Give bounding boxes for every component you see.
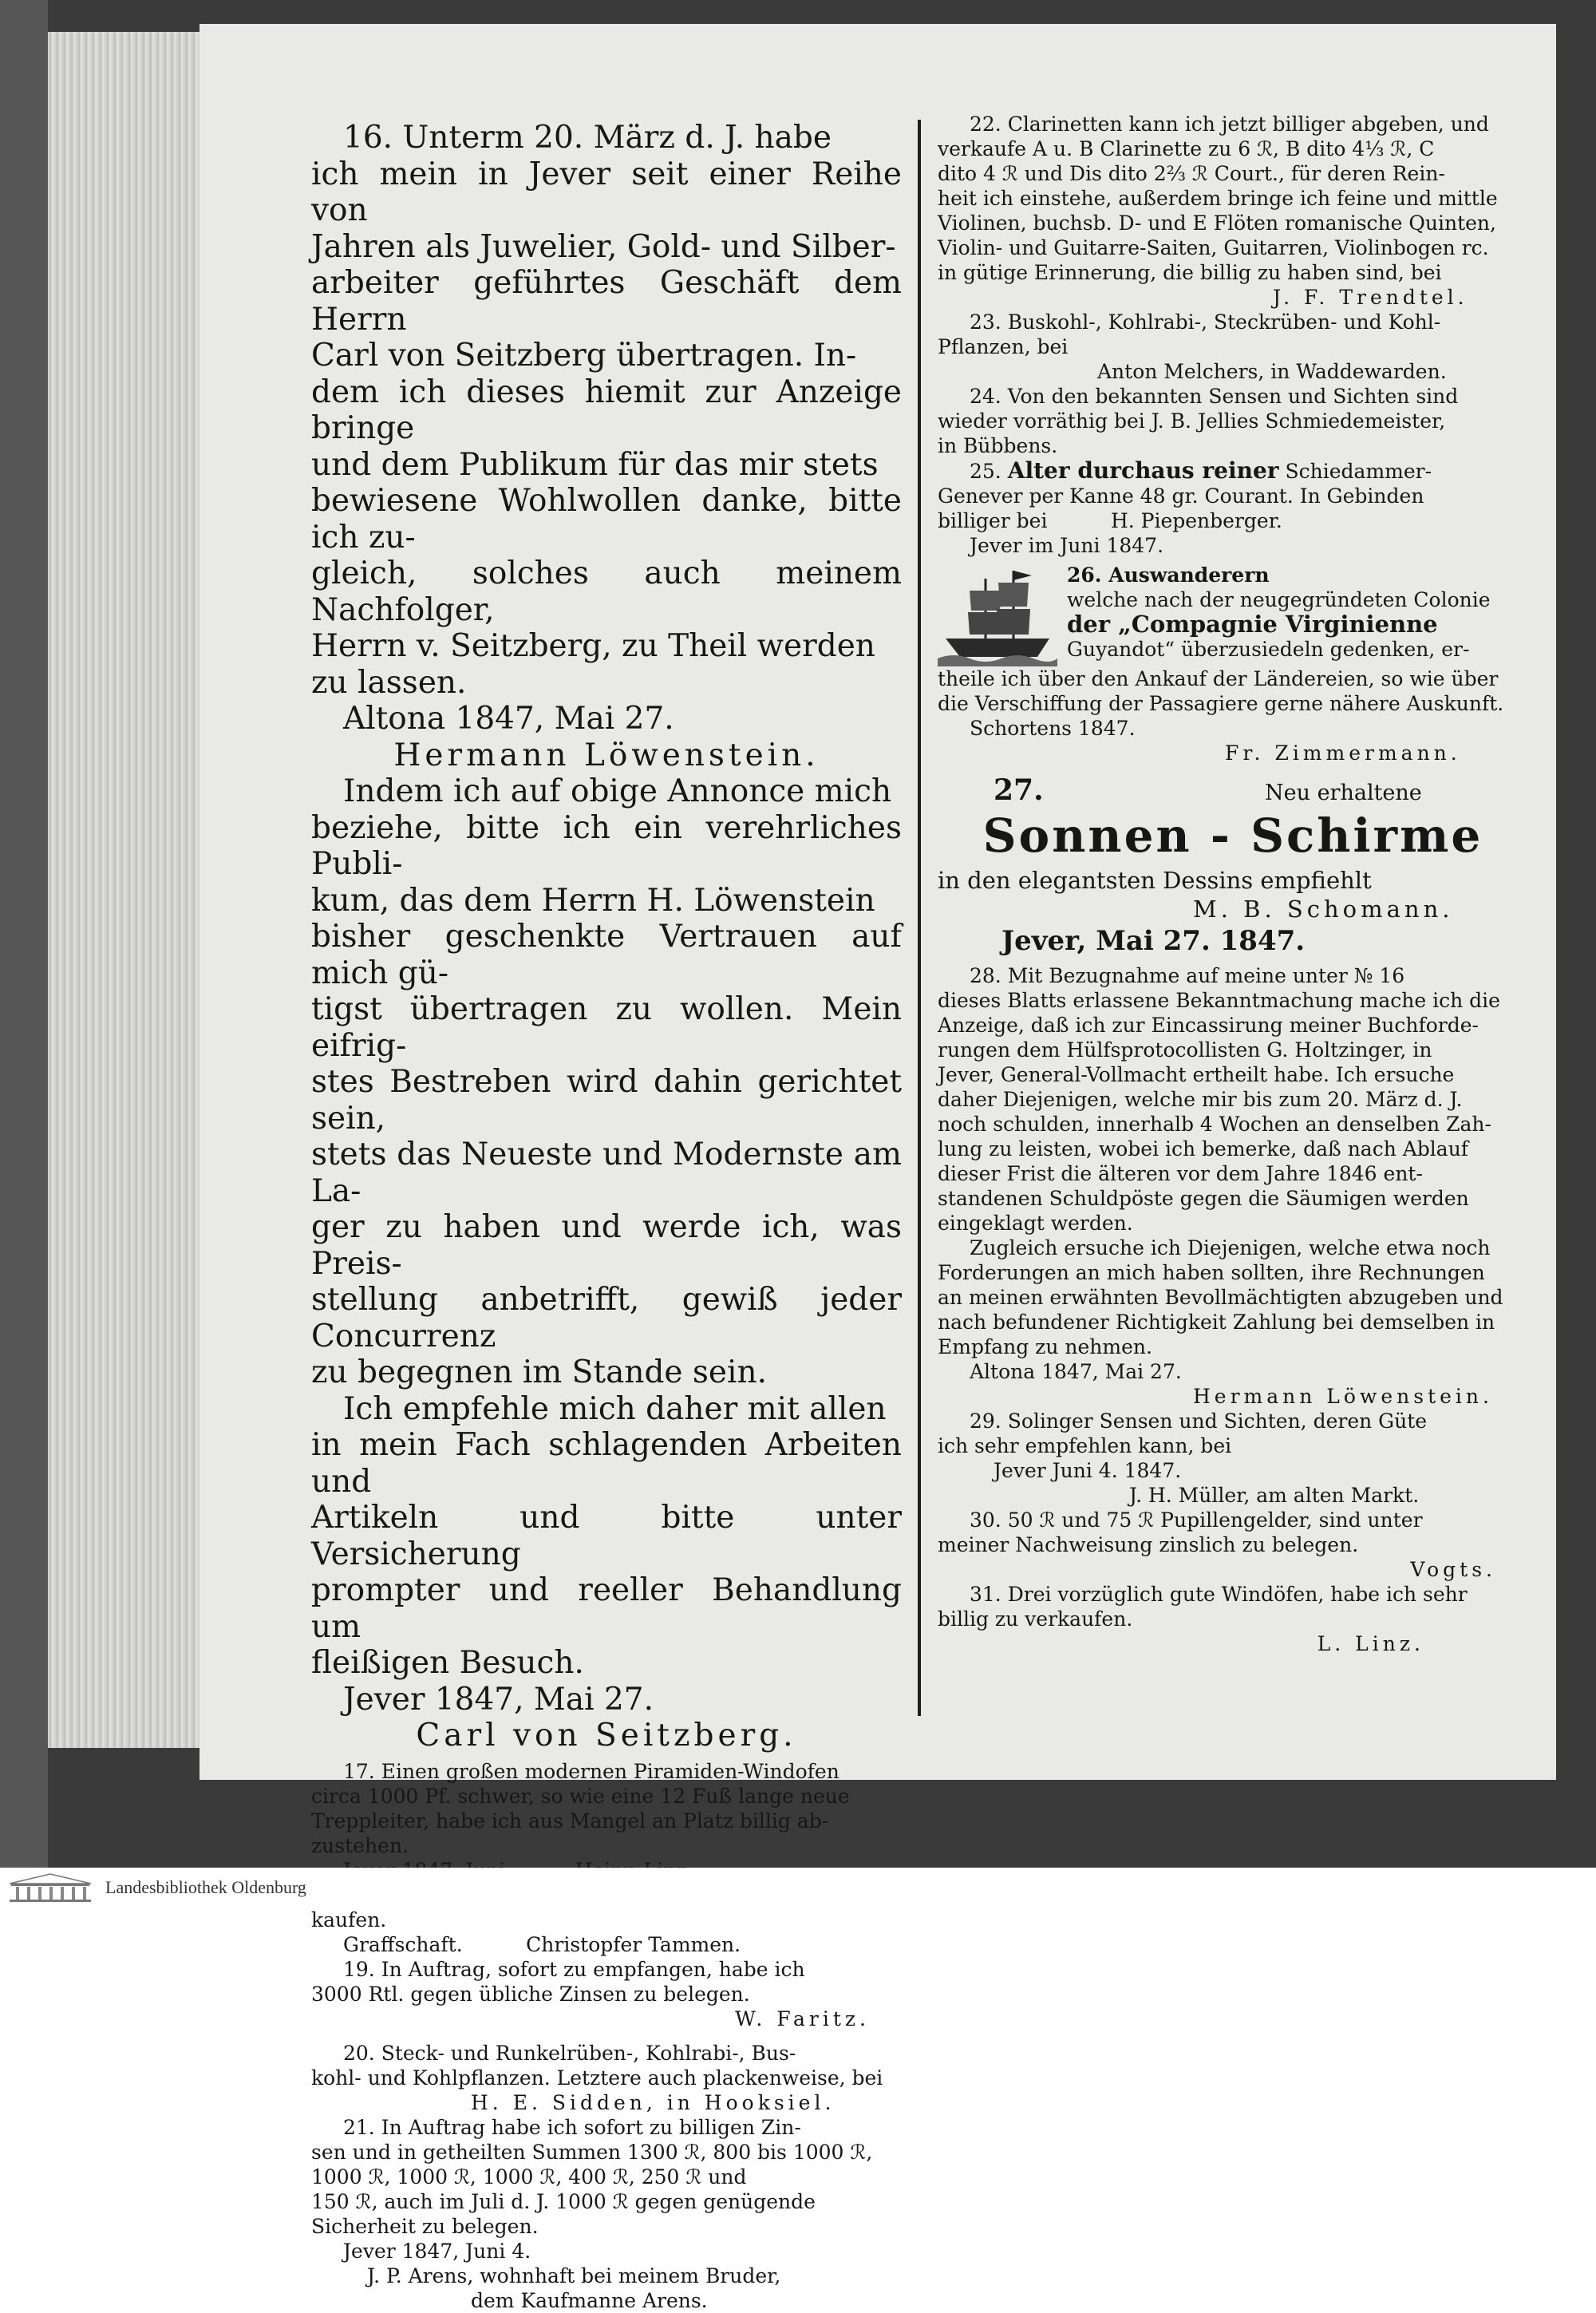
text-line: Herrn v. Seitzberg, zu Theil werden — [311, 628, 875, 664]
text-line: 23. Buskohl-, Kohlrabi-, Steckrüben- und Kohl- — [970, 310, 1441, 334]
place-date: Jever 1847, Juni 4. — [343, 2239, 531, 2263]
ad-23 — [938, 310, 1528, 384]
signature: Vogts. — [1410, 1558, 1496, 1581]
right-column — [938, 112, 1528, 1656]
text-line: tigst übertragen zu wollen. Mein eifrig- — [311, 991, 902, 1064]
text-line: 21. In Auftrag habe ich sofort zu billigen Zin- — [343, 2115, 801, 2139]
text-line: 29. Solinger Sensen und Sichten, deren Güte — [970, 1410, 1428, 1433]
signature: J. P. Arens, wohnhaft bei meinem Bruder, — [367, 2264, 781, 2287]
ad-19 — [311, 1957, 902, 2031]
text-line: 28. Mit Bezugnahme auf meine unter № 16 — [970, 964, 1405, 987]
place-date: Jever, Mai 27. 1847. — [1001, 925, 1306, 957]
text-line: 3000 Rtl. gegen übliche Zinsen zu belegen. — [311, 1982, 750, 2006]
text-line: 17. Einen großen modernen Piramiden-Windofen — [343, 1759, 839, 1783]
text-line: der „Compagnie Virginienne — [1067, 611, 1438, 638]
signature: W. Faritz. — [735, 2007, 870, 2030]
text-line: an meinen erwähnten Bevollmächtigten abzugeben und — [938, 1286, 1503, 1309]
text-line: kohl- und Kohlpflanzen. Letztere auch plackenweise, bei — [311, 2066, 883, 2090]
ad-21 — [311, 2115, 902, 2313]
text-line: zu lassen. — [311, 664, 467, 701]
book-cover — [0, 0, 48, 1868]
text-line: Treppleiter, habe ich aus Mangel an Platz billig ab- — [311, 1809, 829, 1833]
text-line: nach befundener Richtigkeit Zahlung bei demselben in — [938, 1311, 1495, 1334]
place-date: Altona 1847, Mai 27. — [970, 1360, 1182, 1383]
text-line: standenen Schuldpöste gegen die Säumigen werden — [938, 1187, 1469, 1210]
text-line: die Verschiffung der Passagiere gerne nähere Auskunft. — [938, 692, 1504, 715]
text-line: bewiesene Wohlwollen danke, bitte ich zu- — [311, 483, 902, 556]
text-line: bisher geschenkte Vertrauen auf mich gü- — [311, 919, 902, 991]
text-line: Schiedammer- — [1285, 460, 1432, 483]
ad-26 — [938, 563, 1528, 765]
ad-22 — [938, 112, 1528, 310]
signature: H. E. Sidden, in Hooksiel. — [471, 2090, 836, 2114]
text-line: in den elegantsten Dessins empfiehlt — [938, 867, 1372, 894]
ad-24 — [938, 384, 1528, 458]
text-line: stes Bestreben wird dahin gerichtet sein, — [311, 1064, 902, 1137]
text-line: Artikeln und bitte unter Versicherung — [311, 1500, 902, 1572]
text-line: meiner Nachweisung zinslich zu belegen. — [938, 1533, 1359, 1556]
place-date: Altona 1847, Mai 27. — [343, 701, 674, 737]
text-line: Jahren als Juwelier, Gold- und Silber- — [311, 228, 896, 265]
text-line: zu begegnen im Stande sein. — [311, 1354, 767, 1390]
text-line: kum, das dem Herrn H. Löwenstein — [311, 882, 875, 919]
text-line: Carl von Seitzberg übertragen. In- — [311, 338, 857, 374]
place-date: Jever Juni 4. 1847. — [994, 1459, 1182, 1482]
ad-27 — [938, 773, 1528, 959]
text-line: verkaufe A u. B Clarinette zu 6 ℛ, B dito 4⅓ ℛ, C — [938, 137, 1435, 160]
text-line: welche nach der neugegründeten Colonie — [1067, 588, 1491, 611]
text-line: Forderungen an mich haben sollten, ihre Rechnungen — [938, 1261, 1485, 1284]
text-line: Zugleich ersuche ich Diejenigen, welche etwa noch — [970, 1236, 1491, 1259]
ad-30 — [938, 1508, 1528, 1582]
ad-29 — [938, 1409, 1528, 1508]
text-line: sen und in getheilten Summen 1300 ℛ, 800 bis 1000 ℛ, — [311, 2140, 873, 2164]
library-building-icon — [6, 1872, 94, 1903]
signature: Hermann Löwenstein. — [1193, 1385, 1493, 1408]
ship-icon — [938, 563, 1057, 666]
text-line: Indem ich auf obige Annonce mich — [343, 773, 892, 809]
text-line: theile ich über den Ankauf der Ländereien, so wie über — [938, 667, 1499, 690]
signature: L. Linz. — [1317, 1632, 1424, 1655]
text-line: beziehe, bitte ich ein verehrliches Publi- — [311, 809, 902, 882]
text-line: kaufen. — [311, 1908, 387, 1931]
text-line: Violinen, buchsb. D- und E Flöten romanische Quinten, — [938, 212, 1496, 235]
text-line: daher Diejenigen, welche mir bis zum 20. März d. J. — [938, 1088, 1463, 1111]
text-line: in mein Fach schlagenden Arbeiten und — [311, 1427, 902, 1500]
text-line: rungen dem Hülfsprotocollisten G. Holtzinger, in — [938, 1038, 1432, 1062]
place-date: Jever im Juni 1847. — [970, 534, 1164, 557]
text-line: gleich, solches auch meinem Nachfolger, — [311, 556, 902, 628]
text-line: lung zu leisten, wobei ich bemerke, daß nach Ablauf — [938, 1137, 1469, 1160]
text-line: Sicherheit zu belegen. — [311, 2214, 539, 2238]
ad-16 — [311, 120, 902, 1754]
signature: Carl von Seitzberg. — [416, 1718, 797, 1754]
signature: J. H. Müller, am alten Markt. — [1129, 1484, 1420, 1507]
text-line: ger zu haben und werde ich, was Preis- — [311, 1209, 902, 1282]
text-line: in gütige Erinnerung, die billig zu haben sind, bei — [938, 261, 1442, 284]
text-line: zustehen. — [311, 1833, 409, 1857]
text-line: circa 1000 Pf. schwer, so wie eine 12 Fuß lange neue — [311, 1784, 850, 1808]
text-line: 30. 50 ℛ und 75 ℛ Pupillengelder, sind unter — [970, 1508, 1423, 1532]
signature: M. B. Schomann. — [1193, 896, 1454, 923]
ad-17 — [311, 1759, 902, 1883]
column-rule — [918, 120, 921, 1716]
text-line: heit ich einstehe, außerdem bringe ich feine und mittle — [938, 187, 1498, 210]
text-line: ich sehr empfehlen kann, bei — [938, 1434, 1232, 1457]
text-line: Guyandot“ überzusiedeln gedenken, er- — [1067, 638, 1470, 661]
bold-phrase: Alter durchaus reiner — [1007, 457, 1279, 484]
ad-25 — [938, 458, 1528, 558]
text-line: 31. Drei vorzüglich gute Windöfen, habe ich sehr — [970, 1583, 1468, 1606]
text-line: in Bübbens. — [938, 434, 1058, 457]
text-line: billiger bei H. Piepenberger. — [938, 509, 1282, 532]
text-line: stellung anbetrifft, gewiß jeder Concurrenz — [311, 1282, 902, 1354]
signature: J. F. Trendtel. — [1273, 286, 1468, 309]
page-edges — [48, 32, 200, 1748]
text-line: arbeiter geführtes Geschäft dem Herrn — [311, 265, 902, 338]
text-line: fleißigen Besuch. — [311, 1645, 584, 1681]
ad-headline: Sonnen - Schirme — [982, 809, 1483, 863]
text-line: stets das Neueste und Modernste am La- — [311, 1137, 902, 1209]
text-line: dieses Blatts erlassene Bekanntmachung mache ich die — [938, 989, 1500, 1012]
signature: Anton Melchers, in Waddewarden. — [1097, 360, 1447, 383]
text-line: prompter und reeller Behandlung um — [311, 1572, 902, 1645]
text-line: ich mein in Jever seit einer Reihe von — [311, 156, 902, 228]
ad-31 — [938, 1582, 1528, 1656]
text-line: 19. In Auftrag, sofort zu empfangen, habe ich — [343, 1957, 805, 1981]
ad-number: 27. — [994, 773, 1044, 807]
text-line: 22. Clarinetten kann ich jetzt billiger abgeben, und — [970, 113, 1489, 136]
left-column — [311, 120, 902, 2313]
signature-continued: dem Kaufmanne Arens. — [471, 2288, 708, 2312]
ad-20 — [311, 2041, 902, 2115]
ad-label: Neu erhaltene — [1265, 781, 1422, 805]
place-date: Jever 1847, Mai 27. — [343, 1681, 654, 1718]
ad-number: 25. — [970, 460, 1001, 483]
text-line: Ich empfehle mich daher mit allen — [343, 1390, 887, 1427]
text-line: 24. Von den bekannten Sensen und Sichten sind — [970, 385, 1459, 408]
text-line: wieder vorräthig bei J. B. Jellies Schmiedemeister, — [938, 409, 1446, 433]
text-line: eingeklagt werden. — [938, 1212, 1133, 1235]
signature: Hermann Löwenstein. — [393, 737, 820, 773]
signature: Fr. Zimmermann. — [1225, 741, 1461, 765]
text-line: und dem Publikum für das mir stets — [311, 446, 879, 483]
text-line: Violin- und Guitarre-Saiten, Guitarren, Violinbogen rc. — [938, 236, 1489, 259]
text-line: 1000 ℛ, 1000 ℛ, 1000 ℛ, 400 ℛ, 250 ℛ und — [311, 2165, 747, 2188]
text-line: Pflanzen, bei — [938, 335, 1069, 358]
text-line: 20. Steck- und Runkelrüben-, Kohlrabi-, Bus- — [343, 2041, 796, 2065]
text-line: dem ich dieses hiemit zur Anzeige bringe — [311, 374, 902, 446]
text-line: 150 ℛ, auch im Juli d. J. 1000 ℛ gegen genügende — [311, 2189, 816, 2213]
text-line: dito 4 ℛ und Dis dito 2⅔ ℛ Court., für deren Rein- — [938, 162, 1445, 185]
text-line: billig zu verkaufen. — [938, 1607, 1133, 1631]
text-line: 16. Unterm 20. März d. J. habe — [343, 120, 832, 156]
text-line: Empfang zu nehmen. — [938, 1335, 1152, 1358]
viewer-footer — [0, 1868, 1596, 1907]
text-line: noch schulden, innerhalb 4 Wochen an denselben Zah- — [938, 1113, 1491, 1136]
text-line: dieser Frist die älteren vor dem Jahre 1846 ent- — [938, 1162, 1423, 1185]
library-name: Landesbibliothek Oldenburg — [105, 1877, 306, 1897]
place-signature: Graffschaft. Christopfer Tammen. — [343, 1932, 741, 1956]
ad-28 — [938, 963, 1528, 1409]
text-line: Genever per Kanne 48 gr. Courant. In Gebinden — [938, 484, 1424, 508]
text-line: Anzeige, daß ich zur Eincassirung meiner Buchforde- — [938, 1014, 1479, 1037]
place-date: Schortens 1847. — [970, 717, 1136, 740]
ad-heading: 26. Auswanderern — [1067, 563, 1270, 587]
text-line: Jever, General-Vollmacht ertheilt habe. Ich ersuche — [938, 1063, 1455, 1086]
